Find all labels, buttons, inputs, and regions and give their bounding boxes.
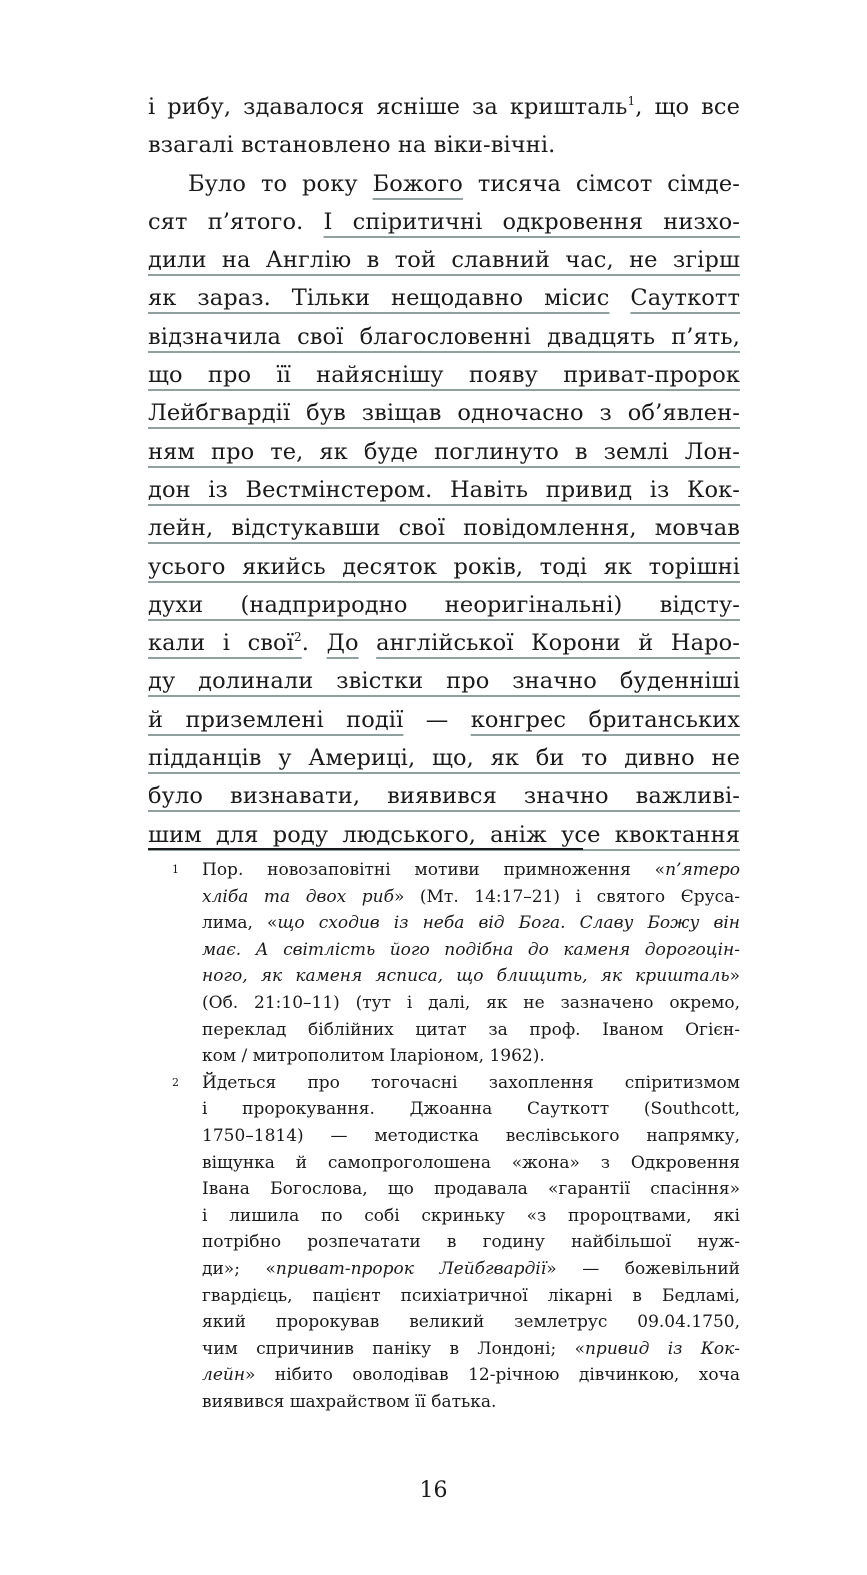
footnote-line: ди»; «приват-пророк Лейбгвардії» — божевільний bbox=[202, 1258, 740, 1279]
footnote-line: чим спричинив паніку в Лондоні; «привид із Кок- bbox=[202, 1338, 740, 1359]
highlighted-text: шим для роду людського, аніж усе квоктання bbox=[148, 821, 740, 848]
footnote-line: хліба та двох риб» (Мт. 14:17–21) і святого Єруса- bbox=[202, 886, 740, 907]
text-line: Було то року Божого тисяча сімсот сімде- bbox=[188, 170, 740, 197]
footnote-number: 2 bbox=[172, 1075, 179, 1089]
text-line: кали і свої$^2$. До англійської Корони й Наро- bbox=[148, 630, 740, 657]
highlighted-text: дили на Англію в той славний час, не згірш bbox=[148, 247, 740, 274]
page-number: 16 bbox=[419, 1478, 448, 1503]
main-text bbox=[148, 88, 740, 854]
highlighted-text: ду долинали звістки про значно буденніші bbox=[148, 668, 740, 695]
text-line bbox=[148, 548, 740, 586]
highlighted-text: усього якийсь десяток років, тоді як торішні bbox=[148, 553, 740, 580]
highlighted-text: підданців у Америці, що, як би то дивно не bbox=[148, 745, 740, 772]
highlighted-text: Божого bbox=[372, 170, 463, 197]
footnote-separator bbox=[148, 848, 583, 850]
footnote-line: має. А світлість його подібна до каменя дорогоцін- bbox=[202, 939, 740, 960]
highlighted-text: що про її найяснішу появу приват-пророк bbox=[148, 362, 740, 389]
footnote-ref-1[interactable]: 1 bbox=[627, 94, 636, 108]
highlighted-text: кали і свої$^2$ bbox=[148, 630, 302, 657]
text-line bbox=[148, 356, 740, 394]
footnote-line: ком / митрополитом Іларіоном, 1962). bbox=[202, 1046, 545, 1067]
text-line: сят п’ятого. І спіритичні одкровення низхо- bbox=[148, 208, 741, 235]
text-line: взагалі встановлено на віки-вічні. bbox=[148, 132, 556, 159]
highlighted-text: лейн, відстукавши свої повідомлення, мовчав bbox=[148, 515, 740, 542]
highlighted-text: І спіритичні одкровення низхо- bbox=[323, 208, 741, 235]
highlighted-text: й приземлені події bbox=[148, 706, 404, 733]
highlighted-text: Сауткотт bbox=[630, 285, 740, 312]
text-line bbox=[148, 586, 740, 624]
footnotes bbox=[148, 857, 740, 1415]
footnote-line: і лишила по собі скриньку «з пророцтвами, які bbox=[202, 1205, 740, 1226]
footnote-line: Йдеться про тогочасні захоплення спіритизмом bbox=[202, 1072, 740, 1093]
highlighted-text: як зараз. Тільки нещодавно місис bbox=[148, 285, 610, 312]
text-line bbox=[148, 739, 740, 777]
highlighted-text: духи (надприродно неоригінальні) відсту- bbox=[148, 591, 740, 618]
footnote-line: гвардієць, пацієнт психіатричної лікарні в Бедламі, bbox=[202, 1285, 740, 1306]
highlighted-text: англійської Корони й Наро- bbox=[376, 630, 740, 657]
text-line bbox=[148, 279, 740, 317]
footnote-line: ного, як каменя ясписа, що блищить, як кришталь» bbox=[202, 966, 740, 987]
highlighted-text: ням про те, як буде поглинуто в землі Лон- bbox=[148, 438, 740, 465]
footnote-number: 1 bbox=[172, 863, 179, 876]
text-line bbox=[148, 662, 740, 700]
highlighted-text: конгрес британських bbox=[470, 706, 740, 733]
text-line: й приземлені події — конгрес британських bbox=[148, 706, 740, 733]
footnote-line: потрібно розпечатати в годину найбільшої нуж- bbox=[202, 1232, 740, 1253]
footnote-1 bbox=[148, 857, 740, 1070]
footnote-line: виявився шахрайством її батька. bbox=[202, 1391, 497, 1412]
text-line bbox=[148, 471, 740, 509]
highlighted-text: Лейбгвардії був звіщав одночасно з об’явлен- bbox=[148, 400, 740, 427]
text-line bbox=[148, 509, 740, 547]
footnote-line: який пророкував великий землетрус 09.04.1750, bbox=[202, 1312, 740, 1333]
footnote-ref-2[interactable]: 2 bbox=[293, 630, 302, 645]
highlighted-text: було визнавати, виявився значно важливі- bbox=[148, 783, 740, 810]
footnote-line: Івана Богослова, що продавала «гарантії спасіння» bbox=[202, 1179, 740, 1200]
text-line bbox=[148, 241, 740, 279]
highlighted-text: дон із Вестмінстером. Навіть привид із Кок- bbox=[148, 476, 740, 503]
footnote-line: (Об. 21:10–11) (тут і далі, як не зазначено окремо, bbox=[202, 992, 740, 1013]
footnote-line: переклад біблійних цитат за проф. Іваном Огієн- bbox=[202, 1019, 740, 1040]
footnote-line: і пророкування. Джоанна Сауткотт (Southcott, bbox=[202, 1099, 740, 1120]
footnote-2 bbox=[148, 1070, 740, 1416]
text-line: і рибу, здавалося ясніше за кришталь$^1$, що все bbox=[148, 94, 740, 120]
footnote-line: 1750–1814) — методистка веслівського напрямку, bbox=[202, 1125, 740, 1146]
footnote-line: лейн» нібито оволодівав 12-річною дівчинкою, хоча bbox=[202, 1365, 740, 1386]
footnote-line: віщунка й самопроголошена «жона» з Одкровення bbox=[202, 1152, 740, 1173]
text-line bbox=[148, 777, 740, 815]
highlighted-text: До bbox=[326, 630, 359, 657]
highlighted-text: відзначила свої благословенні двадцять п’ять, bbox=[148, 323, 740, 350]
text-line bbox=[148, 318, 740, 356]
footnote-line: лима, «що сходив із неба від Бога. Славу Божу він bbox=[202, 913, 740, 934]
text-line bbox=[148, 394, 740, 432]
text-line bbox=[148, 433, 740, 471]
footnote-line: Пор. новозаповітні мотиви примноження «п’ятеро bbox=[202, 860, 740, 880]
